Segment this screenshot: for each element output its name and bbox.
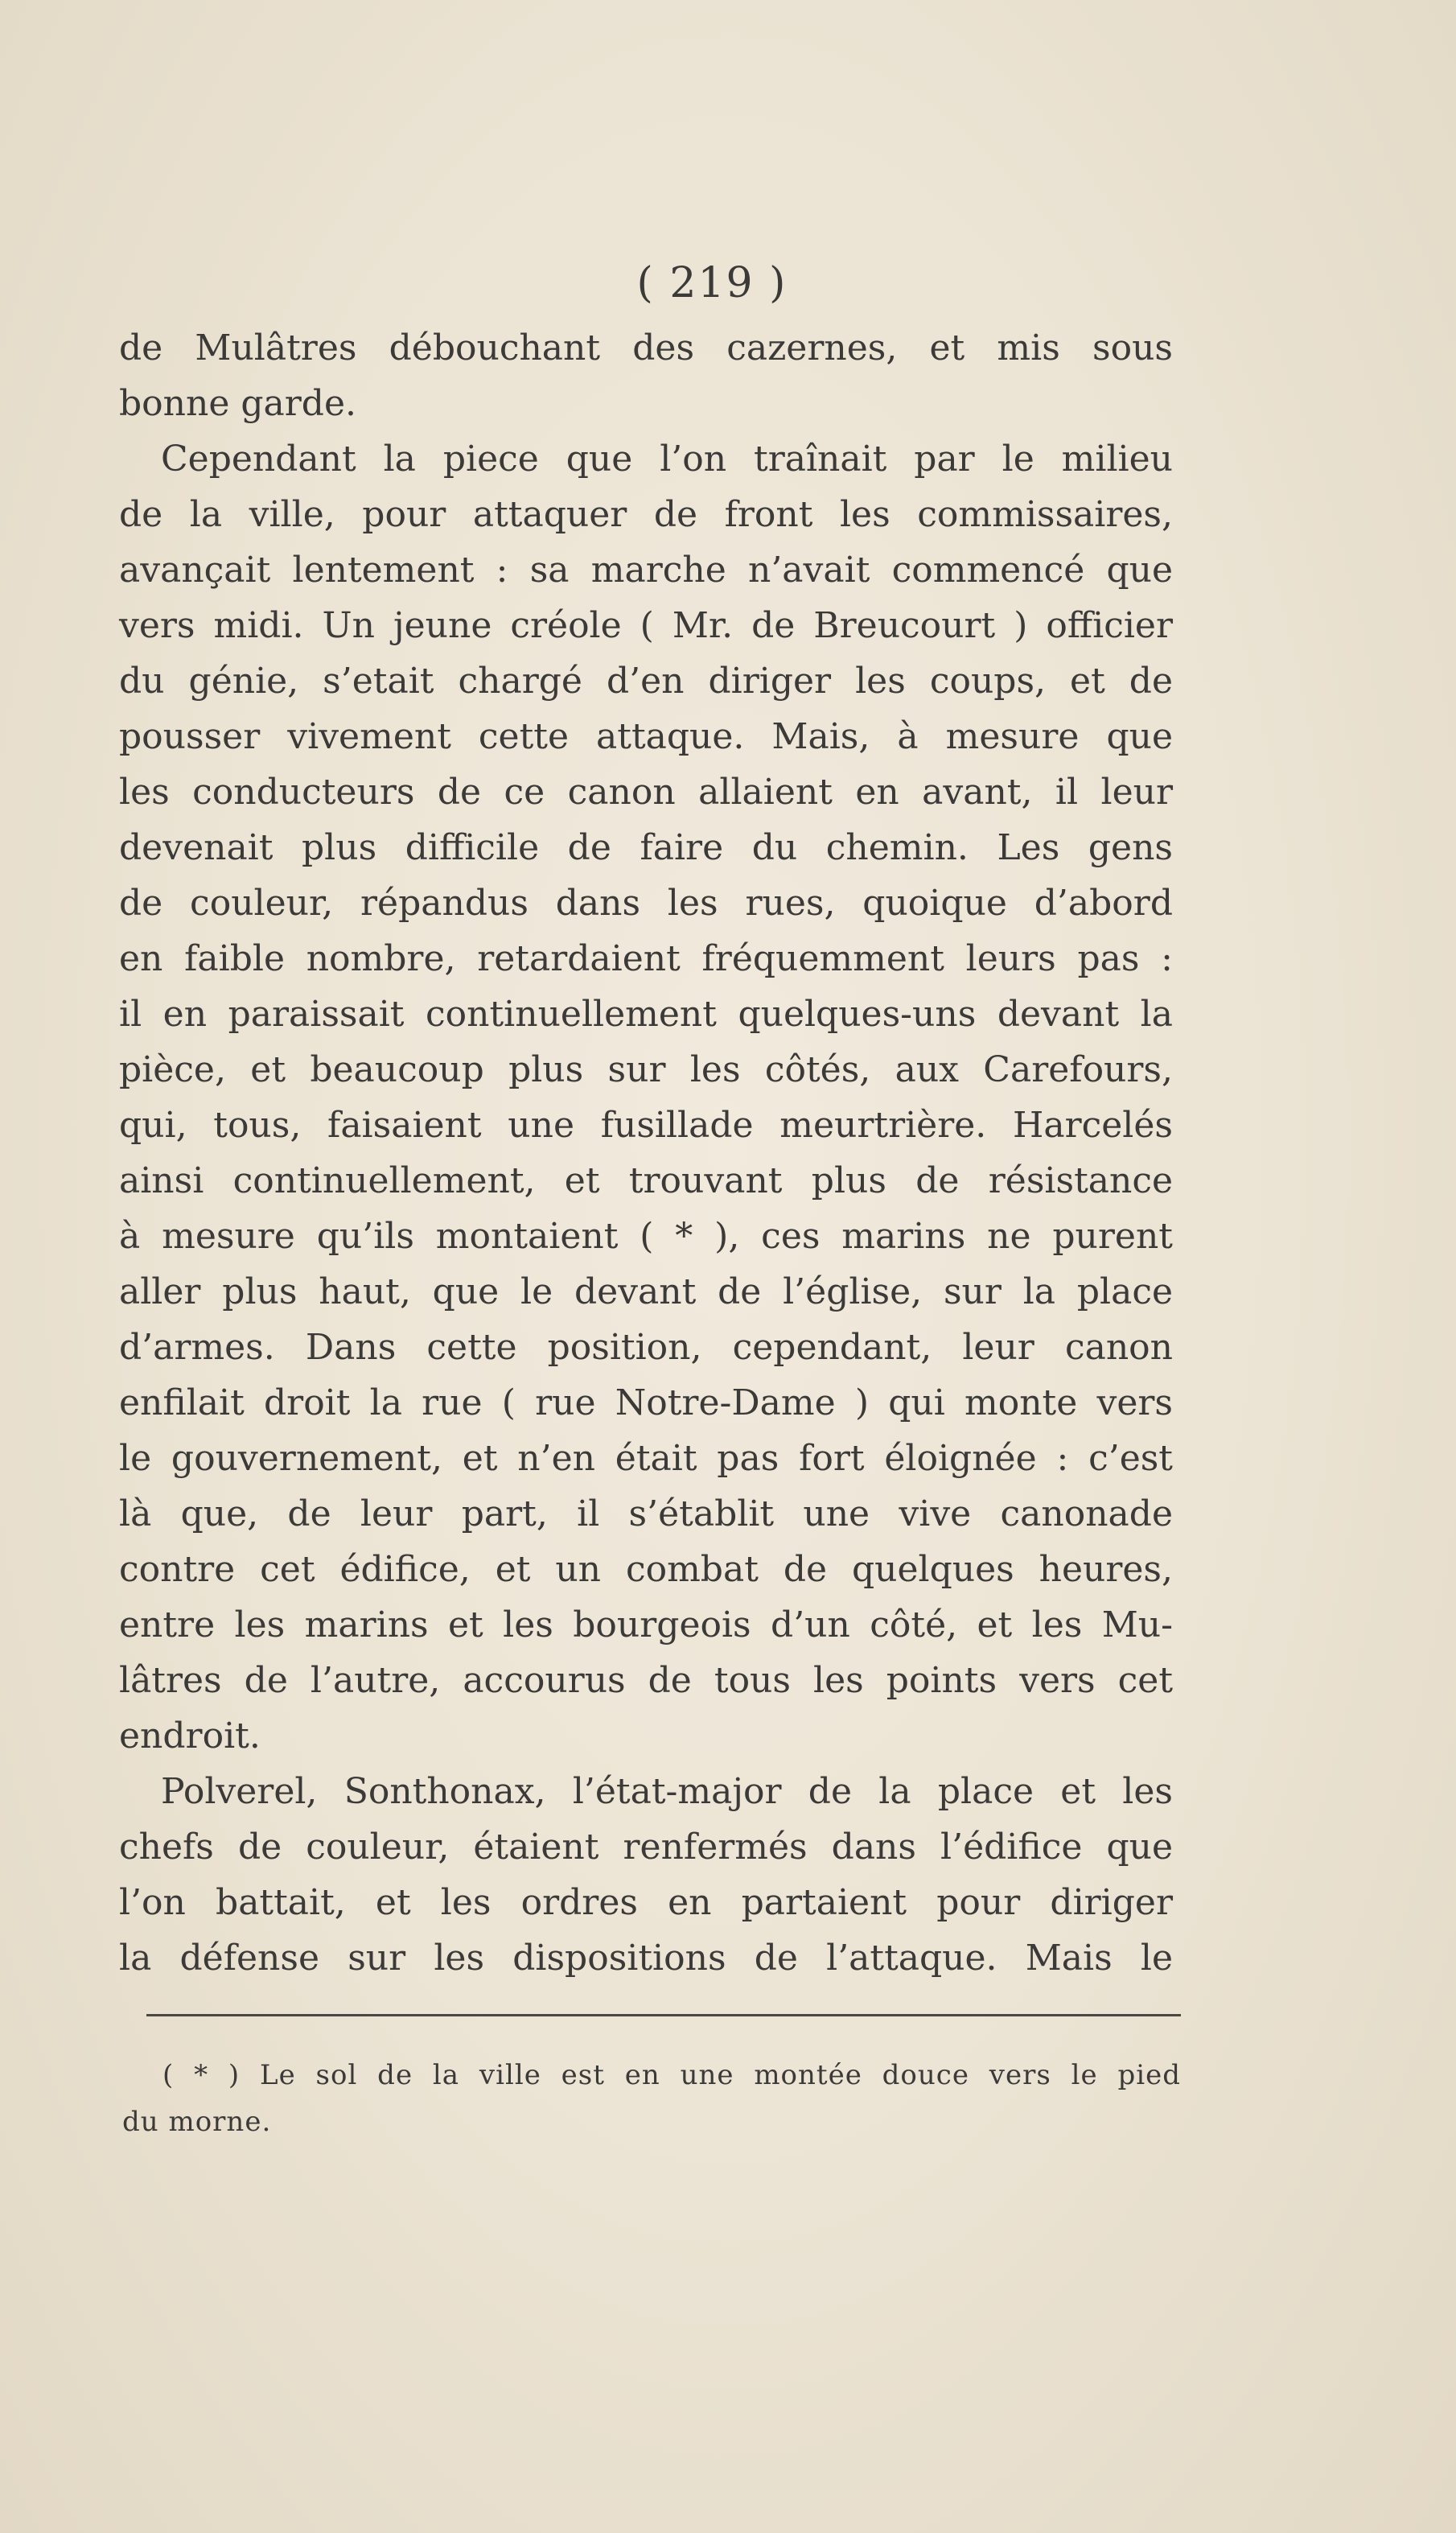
text-line: devenait plus difficile de faire du chemin. Les gens — [119, 827, 1173, 868]
text-line: vers midi. Un jeune créole ( Mr. de Breucourt ) officier — [119, 605, 1173, 646]
text-line: pousser vivement cette attaque. Mais, à mesure que — [119, 716, 1173, 757]
footnote — [122, 2052, 1181, 2145]
text-line: de la ville, pour attaquer de front les commissaires, — [119, 494, 1173, 535]
text-line: lâtres de l’autre, accourus de tous les points vers cet — [119, 1660, 1173, 1701]
footnote-line: du morne. — [122, 2106, 272, 2138]
text-line: chefs de couleur, étaient renfermés dans l’édifice que — [119, 1827, 1173, 1868]
text-line: du génie, s’etait chargé d’en diriger les coups, et de — [119, 661, 1173, 702]
text-line: à mesure qu’ils montaient ( * ), ces marins ne purent — [119, 1216, 1173, 1257]
text-line: en faible nombre, retardaient fréquemment leurs pas : — [119, 938, 1173, 979]
text-line: Cependant la piece que l’on traînait par le milieu — [161, 439, 1173, 480]
text-line: il en paraissait continuellement quelques-uns devant la — [119, 994, 1173, 1035]
text-line: les conducteurs de ce canon allaient en avant, il leur — [119, 772, 1173, 813]
text-line: aller plus haut, que le devant de l’église, sur la place — [119, 1271, 1173, 1312]
text-line: la défense sur les dispositions de l’attaque. Mais le — [119, 1938, 1173, 1979]
text-line: de Mulâtres débouchant des cazernes, et mis sous — [119, 327, 1173, 369]
text-line: de couleur, répandus dans les rues, quoique d’abord — [119, 883, 1173, 924]
main-text — [119, 320, 1173, 1986]
text-line: Polverel, Sonthonax, l’état-major de la place et les — [161, 1771, 1173, 1812]
text-line: ainsi continuellement, et trouvant plus de résistance — [119, 1160, 1173, 1201]
page-number: ( 219 ) — [636, 259, 788, 307]
text-line: bonne garde. — [119, 383, 356, 424]
text-line: enfilait droit la rue ( rue Notre-Dame ) qui monte vers — [119, 1382, 1173, 1423]
text-line: l’on battait, et les ordres en partaient pour diriger — [119, 1882, 1173, 1923]
text-line: endroit. — [119, 1715, 261, 1757]
text-line: là que, de leur part, il s’établit une vive canonade — [119, 1493, 1173, 1534]
footnote-line: ( * ) Le sol de la ville est en une montée douce vers le pied — [162, 2059, 1181, 2091]
text-line: avançait lentement : sa marche n’avait commencé que — [119, 550, 1173, 591]
text-line: d’armes. Dans cette position, cependant, leur canon — [119, 1327, 1173, 1368]
text-line: contre cet édifice, et un combat de quelques heures, — [119, 1549, 1173, 1590]
text-line: pièce, et beaucoup plus sur les côtés, aux Carefours, — [119, 1049, 1173, 1090]
text-line: le gouvernement, et n’en était pas fort éloignée : c’est — [119, 1438, 1173, 1479]
text-line: qui, tous, faisaient une fusillade meurtrière. Harcelés — [119, 1105, 1173, 1146]
footnote-divider — [146, 2014, 1181, 2016]
text-line: entre les marins et les bourgeois d’un côté, et les Mu- — [119, 1604, 1173, 1645]
